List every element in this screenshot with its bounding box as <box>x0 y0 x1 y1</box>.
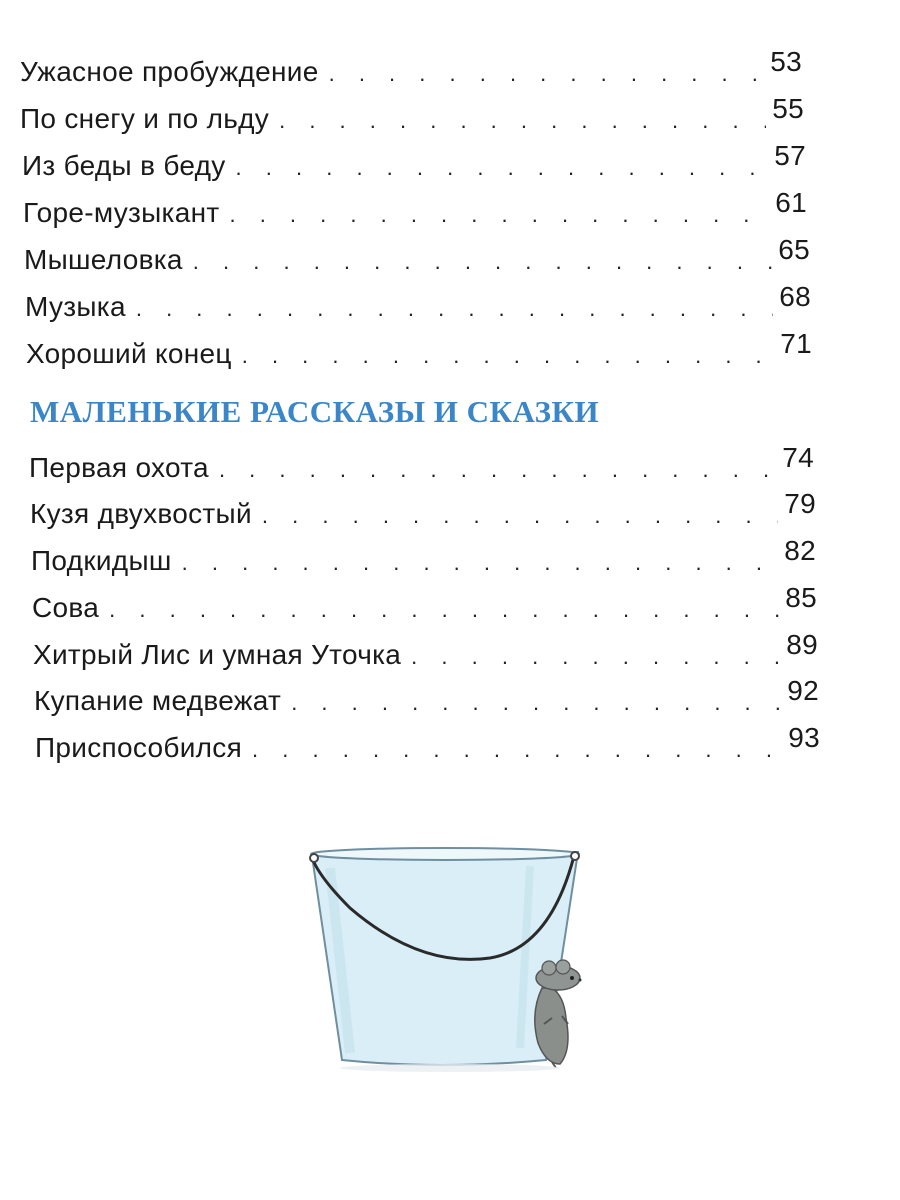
toc-entry[interactable] <box>35 722 820 767</box>
toc-entry[interactable] <box>23 187 807 232</box>
toc-entry-title: Купание медвежат <box>34 685 282 716</box>
toc-entry-title: Горе-музыкант <box>23 197 220 228</box>
toc-entry[interactable] <box>30 488 816 533</box>
toc-entry[interactable] <box>34 675 819 720</box>
toc-entry[interactable] <box>24 234 810 279</box>
bucket-with-mouse-icon <box>290 838 610 1078</box>
toc-entry-title: Хитрый Лис и умная Уточка <box>33 639 402 670</box>
toc-entry-title: Ужасное пробуждение <box>20 56 319 87</box>
toc-entry-page: 85 <box>785 582 817 613</box>
toc-leader-dots <box>182 546 779 580</box>
toc-leader-dots <box>193 245 772 279</box>
toc-entry[interactable] <box>20 46 802 91</box>
toc-entry-title: Первая охота <box>29 452 209 483</box>
toc-entry[interactable] <box>29 442 814 487</box>
toc-entry-title: Подкидыш <box>31 545 172 576</box>
toc-entry[interactable] <box>26 328 812 373</box>
section-heading: МАЛЕНЬКИЕ РАССКАЗЫ И СКАЗКИ <box>30 394 600 429</box>
toc-leader-dots <box>236 151 769 185</box>
toc-entry-title: Приспособился <box>35 732 243 763</box>
toc-entry-title: Мышеловка <box>24 244 183 275</box>
toc-leader-dots <box>242 339 775 373</box>
toc-entry-page: 92 <box>787 675 819 706</box>
toc-leader-dots <box>219 453 776 487</box>
toc-entry[interactable] <box>33 629 818 674</box>
toc-leader-dots <box>291 686 781 720</box>
toc-entry-page: 55 <box>772 93 804 124</box>
toc-leader-dots <box>262 499 778 533</box>
toc-entry-title: Сова <box>32 592 100 623</box>
toc-entry-page: 61 <box>775 187 807 218</box>
toc-leader-dots <box>329 57 765 91</box>
toc-entry-page: 68 <box>779 281 811 312</box>
toc-entry-page: 79 <box>784 488 816 519</box>
toc-leader-dots <box>252 733 782 767</box>
toc-entry[interactable] <box>32 582 817 627</box>
toc-entry-page: 57 <box>774 140 806 171</box>
toc-entry[interactable] <box>31 535 816 580</box>
mouse-icon <box>535 960 582 1068</box>
toc-leader-dots <box>229 198 769 232</box>
toc-entry-page: 65 <box>778 234 810 265</box>
toc-leader-dots <box>136 292 773 326</box>
toc-leader-dots <box>279 104 766 138</box>
toc-entry-page: 89 <box>786 629 818 660</box>
toc-entry-page: 53 <box>770 46 802 77</box>
toc-entry-title: Кузя двухвостый <box>30 498 252 529</box>
toc-entry-page: 82 <box>784 535 816 566</box>
toc-entry[interactable] <box>25 281 811 326</box>
toc-entry-page: 93 <box>788 722 820 753</box>
toc-entry-title: Из беды в беду <box>22 150 226 181</box>
toc-entry[interactable] <box>22 140 806 185</box>
toc-entry-title: По снегу и по льду <box>20 103 270 134</box>
toc-entry-title: Хороший конец <box>26 338 232 369</box>
toc-entry-page: 74 <box>782 442 814 473</box>
toc-entry[interactable] <box>20 93 804 138</box>
toc-leader-dots <box>109 593 779 627</box>
toc-entry-title: Музыка <box>25 291 126 322</box>
toc-entry-page: 71 <box>780 328 812 359</box>
toc-leader-dots <box>411 640 780 674</box>
